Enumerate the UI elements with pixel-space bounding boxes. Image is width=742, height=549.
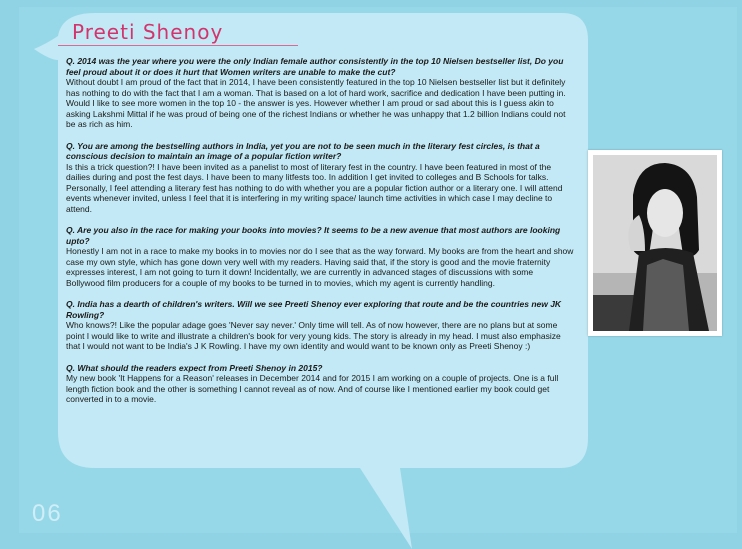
author-photo-frame (588, 150, 722, 336)
question-text: Q. You are among the bestselling authors in India, yet you are not to be seen much in the literary fest circles, is that a conscious decision to maintain an image of a popular fiction writer? (66, 140, 540, 161)
interview-content (66, 56, 574, 416)
answer-text: My new book 'It Happens for a Reason' releases in December 2014 and for 2015 I am working on a couple of projects. One is a full length fiction book and the other is something I cannot reveal as of now. And of course like I mentioned earlier my book could get converted in to a movie. (66, 373, 559, 404)
answer-text: Is this a trick question?! I have been invited as a panelist to most of literary fest in the country. I have been featured in most of the dailies during and post the fest days. I have been to many litfests too. In addition I get invited to colleges and B Schools for talks. Personally, I feel attending a literary fest has nothing to do with whether you are a popular fiction author or a literary one. I will attend events whenever invited, unless I feel that it is interfering in my writing space/ launch time activities in which case I may decline to attend. (66, 161, 563, 214)
title-divider (58, 45, 298, 46)
author-photo (593, 155, 717, 331)
page-number: 06 (32, 500, 63, 527)
qa-block (66, 363, 574, 405)
question-text: Q. Are you also in the race for making your books into movies? It seems to be a new avenue that most authors are looking upto? (66, 225, 561, 246)
question-text: Q. 2014 was the year where you were the only Indian female author consistently in the top 10 Nielsen bestseller list, Do you feel proud about it or does it hurt that Women writers are unable to make the cut? (66, 56, 564, 77)
qa-block (66, 141, 574, 215)
answer-text: Honestly I am not in a race to make my books in to movies nor do I see that as the way forward. My books are from the heart and show case my own style, which has gone down very well with my readers. Having said that, if the story is good and the movie fraternity expresses interest, I am not going to turn it down! Incidentally, we are currently in advanced stages of discussions with some Bollywood film producers for a couple of my books to be turned in to movies, which my agent is currently handling. (66, 246, 574, 288)
answer-text: Who knows?! Like the popular adage goes 'Never say never.' Only time will tell. As of now however, there are no plans but at some point I would like to write and illustrate a children's book for very young kids. The story is already in my head. I must also emphasize that I would not want to be India's J K Rowling. I have my own identity and would want to be known only as Preeti Shenoy :) (66, 320, 561, 351)
question-text: Q. India has a dearth of children's writers. Will we see Preeti Shenoy ever exploring that route and be the countries new JK Rowling? (66, 299, 562, 320)
author-title: Preeti Shenoy (72, 20, 224, 44)
qa-block (66, 225, 574, 288)
portrait-illustration (593, 155, 717, 331)
qa-block (66, 299, 574, 352)
answer-text: Without doubt I am proud of the fact that in 2014, I have been consistently featured in the top 10 Nielsen bestseller list but it definitely has nothing to do with the fact that I am a woman. That is based on a lot of hard work, sacrifice and dedication I have been putting in. Would I like to see more women in the top 10 - the answer is yes. However whether I am proud or sad about this is I guess akin to asking Lakshmi Mittal if he was proud of being one of the richest Indians or whether he was unhappy that 1.2 billion Indians could not be as rich as him. (66, 77, 566, 129)
question-text: Q. What should the readers expect from Preeti Shenoy in 2015? (66, 362, 323, 373)
qa-block (66, 56, 574, 130)
